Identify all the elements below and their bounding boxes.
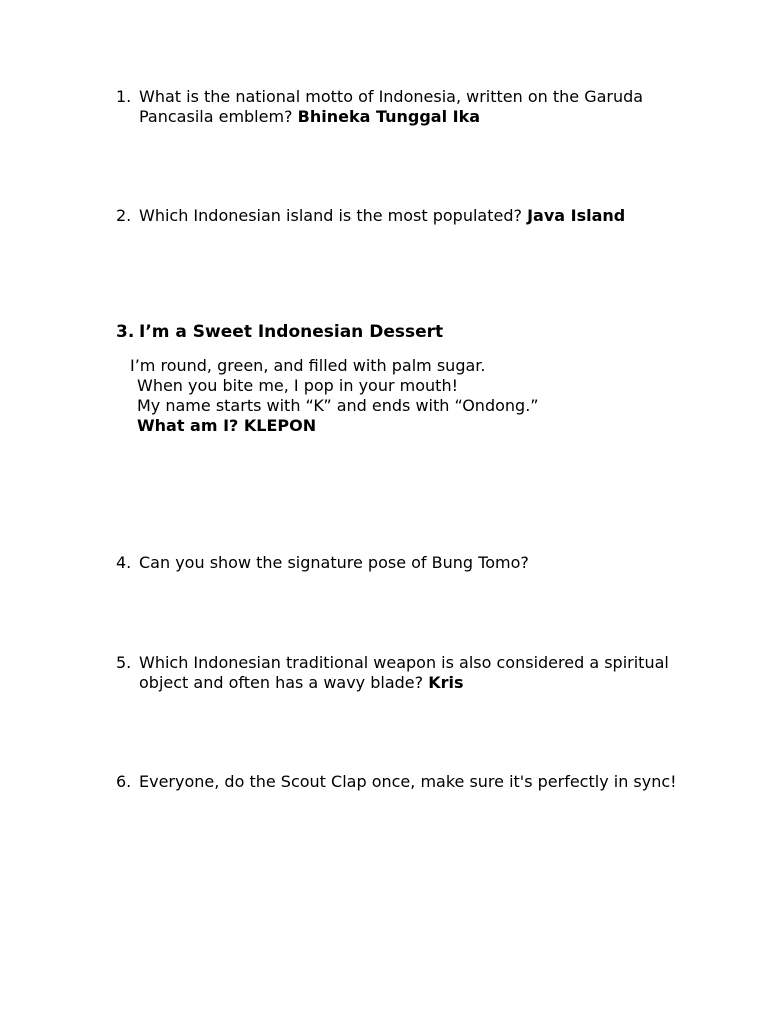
question-text: Can you show the signature pose of Bung Tomo? [139, 553, 529, 572]
question-3 [116, 322, 716, 342]
question-number: 6. [116, 772, 132, 791]
question-1 [116, 87, 716, 127]
question-5 [116, 653, 716, 693]
question-text [139, 206, 716, 226]
answer: KLEPON [243, 416, 317, 435]
riddle-answer-line [137, 416, 316, 436]
question-4 [116, 553, 716, 573]
riddle-line-2: When you bite me, I pop in your mouth! [137, 376, 458, 395]
question-number: 2. [116, 206, 132, 225]
riddle-line-3: My name starts with “K” and ends with “Ondong.” [137, 396, 539, 415]
riddle-prompt: What am I? [137, 416, 244, 435]
riddle-title: I’m a Sweet Indonesian Dessert [139, 322, 444, 342]
riddle-line-1: I’m round, green, and filled with palm sugar. [130, 356, 486, 375]
question-prompt: Which Indonesian island is the most populated? [139, 206, 528, 225]
question-2 [116, 206, 716, 226]
question-text: Everyone, do the Scout Clap once, make sure it's perfectly in sync! [139, 772, 677, 791]
answer: Bhineka Tunggal Ika [297, 107, 481, 126]
question-prompt: Which Indonesian traditional weapon is also considered a spiritual object and often has a wavy blade? [139, 653, 669, 692]
question-number: 5. [116, 653, 132, 672]
answer: Java Island [527, 206, 626, 225]
question-number: 4. [116, 553, 132, 572]
question-6 [116, 772, 716, 792]
question-text [139, 87, 716, 127]
question-number: 3. [116, 322, 135, 342]
answer: Kris [428, 673, 464, 692]
question-text [139, 653, 716, 693]
question-prompt: What is the national motto of Indonesia, written on the Garuda Pancasila emblem? [139, 87, 644, 126]
question-number: 1. [116, 87, 132, 106]
